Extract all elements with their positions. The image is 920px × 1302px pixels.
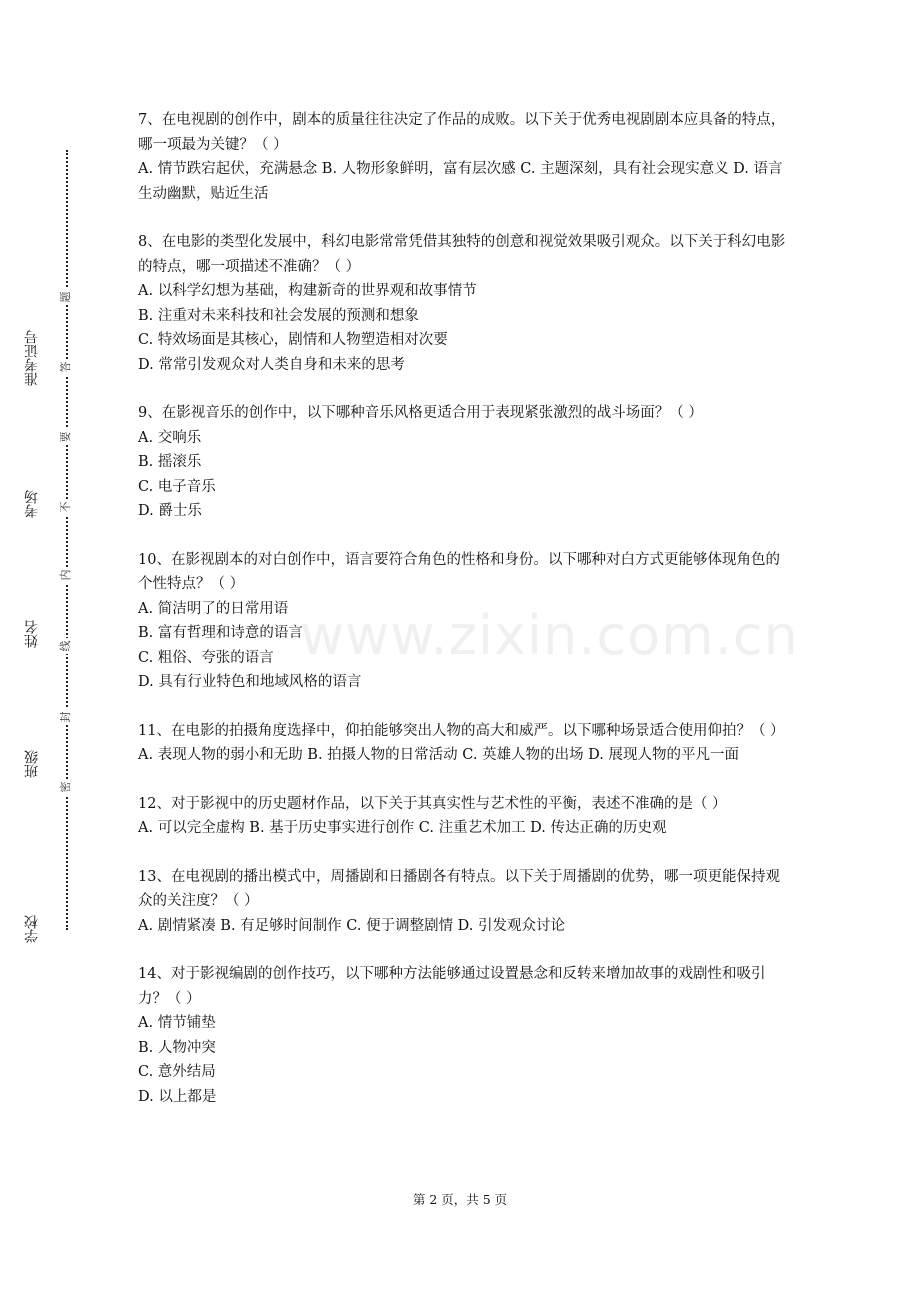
- question-13: [138, 865, 788, 939]
- question-9: [138, 401, 788, 524]
- option-b: B. 注重对未来科技和社会发展的预测和想象: [138, 307, 419, 324]
- fill-line: [14, 150, 50, 325]
- option-a: A. 交响乐: [138, 429, 202, 446]
- option-line: A. 可以完全虚构 B. 基于历史事实进行创作 C. 注重艺术加工 D. 传达正确的历史观: [138, 820, 667, 836]
- option-d: D. 爵士乐: [138, 503, 202, 519]
- option-a: A. 简洁明了的日常用语: [138, 600, 289, 617]
- option-a: A. 情节铺垫: [138, 1015, 216, 1031]
- field-label: 准考证号: [24, 330, 40, 386]
- field-label: 班级: [24, 750, 40, 778]
- watermark: www.zixin.com.cn: [300, 604, 799, 667]
- seal-char: 题: [57, 289, 75, 305]
- seal-dotted-line: [66, 150, 68, 930]
- question-stem: 11、在电影的拍摄角度选择中，仰拍能够突出人物的高大和威严。以下哪种场景适合使用仰拍？（ ）: [138, 722, 785, 739]
- option-d: D. 常常引发观众对人类自身和未来的思考: [138, 356, 405, 373]
- option-c: C. 意外结局: [138, 1064, 216, 1080]
- seal-char: 要: [57, 429, 75, 445]
- question-14: [138, 962, 788, 1109]
- question-12: [138, 792, 788, 841]
- question-stem: 13、在电视剧的播出模式中，周播剧和日播剧各有特点。以下关于周播剧的优势，哪一项更能保持观众的关注度？（ ）: [138, 868, 780, 909]
- fill-line: [14, 405, 50, 485]
- field-exam-room: [14, 490, 50, 518]
- question-7: [138, 108, 788, 206]
- question-8: [138, 230, 788, 377]
- field-exam-number: [14, 330, 50, 386]
- question-stem: 7、在电视剧的创作中，剧本的质量往往决定了作品的成败。以下关于优秀电视剧剧本应具备的特点，哪一项最为关键？（ ）: [138, 112, 786, 153]
- option-b: B. 摇滚乐: [138, 454, 202, 470]
- page-number: 第 2 页，共 5 页: [412, 1192, 508, 1207]
- option-c: C. 特效场面是其核心，剧情和人物塑造相对次要: [138, 332, 448, 348]
- option-c: C. 电子音乐: [138, 478, 216, 495]
- option-line: A. 剧情紧凑 B. 有足够时间制作 C. 便于调整剧情 D. 引发观众讨论: [138, 917, 566, 934]
- seal-char: 答: [57, 359, 75, 375]
- option-line: A. 情节跌宕起伏，充满悬念 B. 人物形象鲜明，富有层次感 C. 主题深刻，具有社会现实意义 D. 语言生动幽默，贴近生活: [138, 161, 783, 202]
- question-11: [138, 719, 788, 768]
- option-b: B. 人物冲突: [138, 1039, 216, 1056]
- field-class: [14, 750, 50, 778]
- seal-char: 密: [57, 779, 75, 795]
- question-list: [138, 108, 788, 1133]
- question-stem: 9、在影视音乐的创作中，以下哪种音乐风格更适合用于表现紧张激烈的战斗场面？（ ）: [138, 405, 703, 421]
- question-stem: 12、对于影视中的历史题材作品，以下关于其真实性与艺术性的平衡，表述不准确的是（ ）: [138, 795, 727, 812]
- field-name: [14, 620, 50, 648]
- seal-char: 不: [57, 499, 75, 515]
- seal-char: 内: [57, 567, 75, 583]
- field-label: 考场: [24, 490, 40, 518]
- option-c: C. 粗俗、夸张的语言: [138, 649, 274, 666]
- option-d: D. 以上都是: [138, 1088, 217, 1105]
- question-stem: 10、在影视剧本的对白创作中，语言要符合角色的性格和身份。以下哪种对白方式更能够体现角色的个性特点？（ ）: [138, 551, 780, 592]
- question-stem: 14、对于影视编剧的创作技巧，以下哪种方法能够通过设置悬念和反转来增加故事的戏剧性和吸引力？（ ）: [138, 966, 766, 1007]
- option-d: D. 具有行业特色和地域风格的语言: [138, 674, 362, 690]
- question-stem: 8、在电影的类型化发展中，科幻电影常常凭借其独特的创意和视觉效果吸引观众。以下关于科幻电影的特点，哪一项描述不准确？（ ）: [138, 234, 786, 275]
- option-line: A. 表现人物的弱小和无助 B. 拍摄人物的日常活动 C. 英雄人物的出场 D. 展现人物的平凡一面: [138, 747, 740, 763]
- question-10: [138, 548, 788, 695]
- seal-char: 线: [57, 638, 75, 654]
- field-label: 姓名: [24, 620, 40, 648]
- field-school: [14, 915, 50, 943]
- exam-info-strip: [14, 150, 50, 950]
- field-label: 学校: [24, 915, 40, 943]
- option-a: A. 以科学幻想为基础，构建新奇的世界观和故事情节: [138, 283, 477, 299]
- option-b: B. 富有哲理和诗意的语言: [138, 625, 303, 641]
- seal-char: 封: [57, 709, 75, 725]
